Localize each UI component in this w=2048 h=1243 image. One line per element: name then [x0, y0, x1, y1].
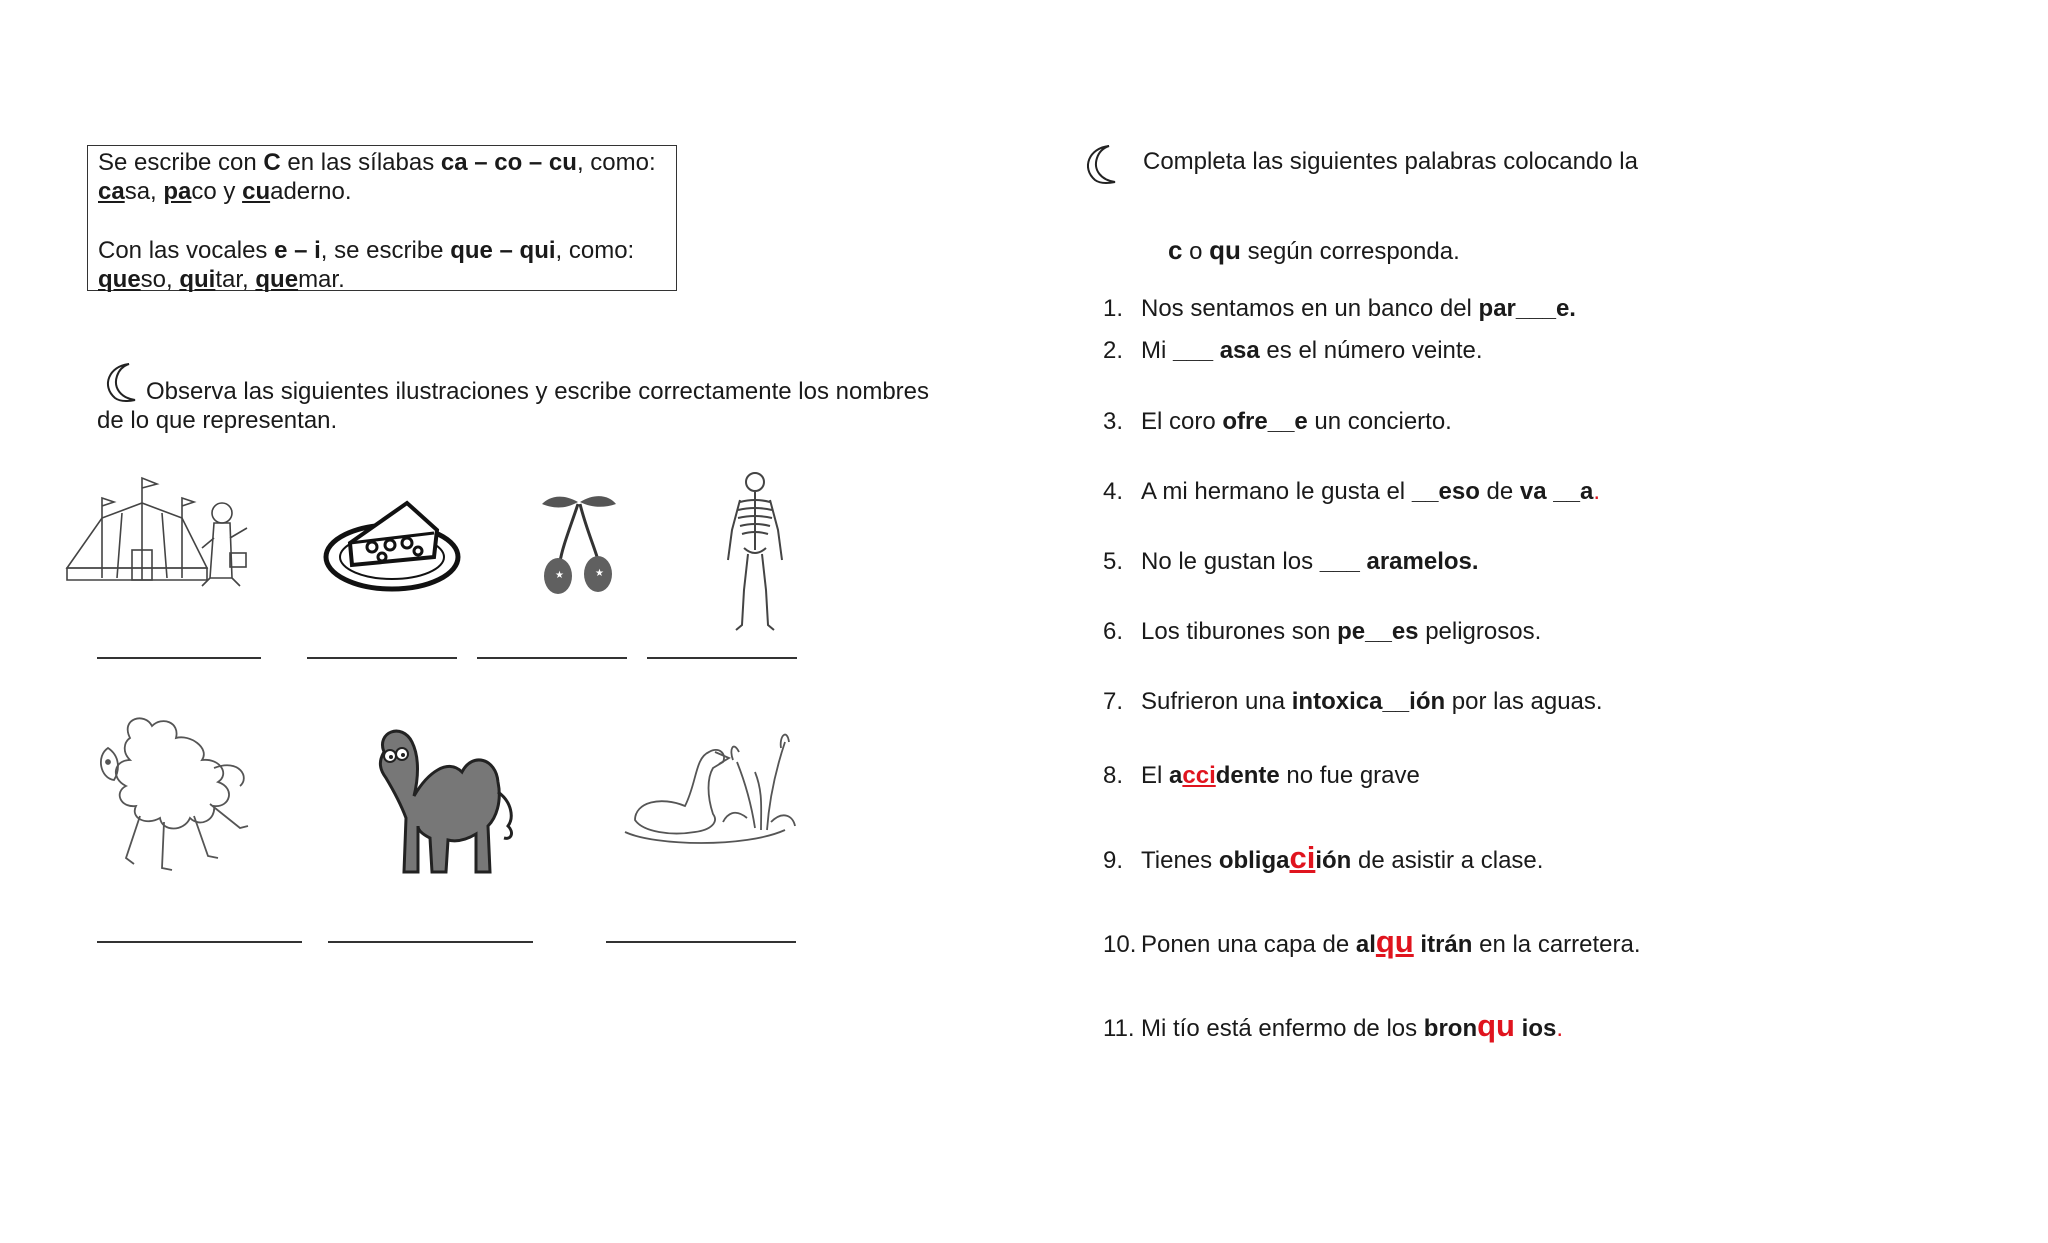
answer-blank-7[interactable] [606, 941, 796, 943]
exercise-item-4: 4. A mi hermano le gusta el __eso de va __a. [1103, 478, 1600, 505]
exercise-item-1: 1. Nos sentamos en un banco del par___e. [1103, 295, 1576, 322]
exercise-item-7: 7. Sufrieron una intoxica__ión por las aguas. [1103, 688, 1603, 715]
answer-blank-4[interactable] [647, 657, 797, 659]
observe-instruction-line1: Observa las siguientes ilustraciones y escribe correctamente los nombres [146, 378, 930, 405]
answer-blank-2[interactable] [307, 657, 457, 659]
exercise-item-11: 11. Mi tío está enfermo de los bronqu ios. [1103, 1008, 1564, 1043]
svg-text:★: ★ [555, 570, 564, 581]
svg-text:★: ★ [595, 568, 604, 579]
rule-box [87, 145, 677, 291]
answer-blank-1[interactable] [97, 657, 261, 659]
rule-line-3: Con las vocales e – i, se escribe que – qui, como: [98, 237, 635, 264]
observe-instruction-line2: de lo que representan. [97, 407, 338, 434]
cherries-icon [540, 488, 620, 600]
camel-icon [362, 722, 522, 882]
complete-instruction-line2: c o qu según corresponda. [1168, 235, 1460, 265]
rule-line-2: casa, paco y cuaderno. [98, 178, 352, 205]
crescent-moon-icon [95, 360, 139, 404]
swan-icon [615, 722, 800, 862]
exercise-item-6: 6. Los tiburones son pe__es peligrosos. [1103, 618, 1542, 645]
exercise-item-10: 10. Ponen una capa de alqu itrán en la carretera. [1103, 924, 1641, 959]
rule-line-4: queso, quitar, quemar. [98, 266, 345, 293]
exercise-item-8: 8. El accidente no fue grave [1103, 762, 1420, 789]
cheese-icon [322, 485, 462, 595]
sheep-icon [90, 708, 265, 878]
answer-blank-3[interactable] [477, 657, 627, 659]
skeleton-icon [710, 470, 800, 635]
answer-blank-5[interactable] [97, 941, 302, 943]
crescent-moon-icon [1075, 142, 1119, 186]
exercise-item-2: 2. Mi ___ asa es el número veinte. [1103, 337, 1483, 364]
exercise-item-5: 5. No le gustan los ___ aramelos. [1103, 548, 1479, 575]
rule-line-1: Se escribe con C en las sílabas ca – co – cu, como: [98, 149, 656, 176]
exercise-item-3: 3. El coro ofre__e un concierto. [1103, 408, 1452, 435]
circus-icon [62, 468, 252, 608]
answer-blank-6[interactable] [328, 941, 533, 943]
complete-instruction-line1: Completa las siguientes palabras colocando la [1143, 148, 1638, 175]
exercise-item-9: 9. Tienes obligaciión de asistir a clase. [1103, 840, 1544, 875]
